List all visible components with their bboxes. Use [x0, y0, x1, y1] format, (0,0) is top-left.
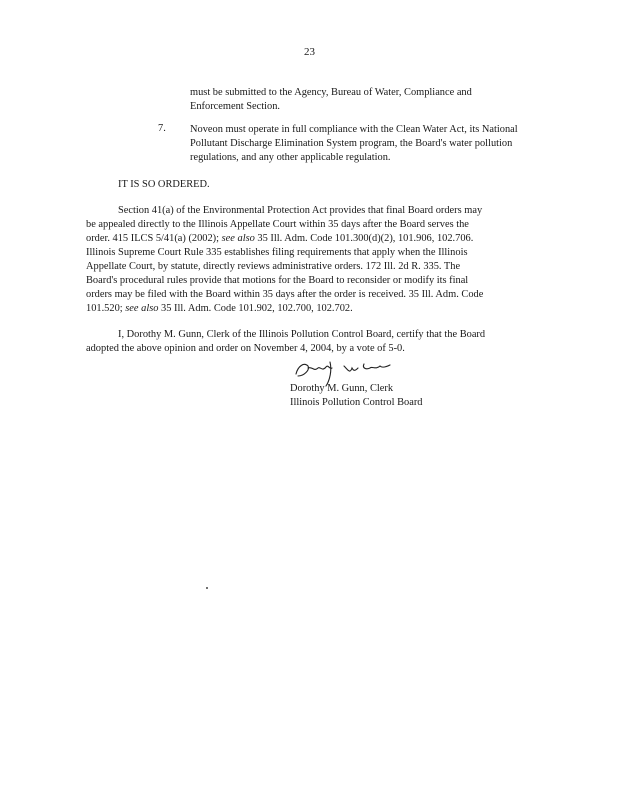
see-also-1: see also [221, 233, 255, 244]
item-7-line-1: Noveon must operate in full compliance with the Clean Water Act, its National [190, 124, 518, 135]
see-also-2: see also [125, 303, 159, 314]
appeal-line-1: Section 41(a) of the Environmental Protection Act provides that final Board orders may [118, 205, 483, 216]
item-number: 7. [158, 123, 166, 134]
appeal-citation-1: order. 415 ILCS 5/41(a) (2002); [86, 233, 222, 244]
signer-name: Dorothy M. Gunn, Clerk [290, 383, 394, 394]
appeal-line-5: Appellate Court, by statute, directly reviews administrative orders. 172 Ill. 2d R. 335. The [86, 261, 461, 272]
so-ordered: IT IS SO ORDERED. [118, 179, 210, 190]
stray-mark [206, 587, 208, 589]
appeal-line-2: be appealed directly to the Illinois Appellate Court within 35 days after the Board serves the [86, 219, 469, 230]
appeal-line-4: Illinois Supreme Court Rule 335 establishes filing requirements that apply when the Illinois [86, 247, 468, 258]
appeal-citation-4: 35 Ill. Adm. Code 101.902, 102.700, 102.702. [158, 303, 353, 314]
certification-line-1: I, Dorothy M. Gunn, Clerk of the Illinois Pollution Control Board, certify that the Board [118, 329, 486, 340]
signer-organization: Illinois Pollution Control Board [290, 397, 423, 408]
appeal-line-7: orders may be filed with the Board within 35 days after the order is received. 35 Ill. Adm. Code [86, 289, 484, 300]
appeal-citation-3: 101.520; [86, 303, 126, 314]
continuation-line-2: Enforcement Section. [190, 101, 281, 112]
continuation-line-1: must be submitted to the Agency, Bureau of Water, Compliance and [190, 87, 472, 98]
appeal-line-8 [86, 302, 353, 316]
item-7-line-3: regulations, and any other applicable regulation. [190, 152, 391, 163]
appeal-line-3 [86, 232, 473, 246]
item-7-line-2: Pollutant Discharge Elimination System program, the Board's water pollution [190, 138, 513, 149]
certification-line-2: adopted the above opinion and order on November 4, 2004, by a vote of 5-0. [86, 343, 405, 354]
page-number: 23 [304, 46, 315, 58]
appeal-line-6: Board's procedural rules provide that motions for the Board to reconsider or modify its final [86, 275, 469, 286]
appeal-citation-2: 35 Ill. Adm. Code 101.300(d)(2), 101.906, 102.706. [254, 233, 474, 244]
